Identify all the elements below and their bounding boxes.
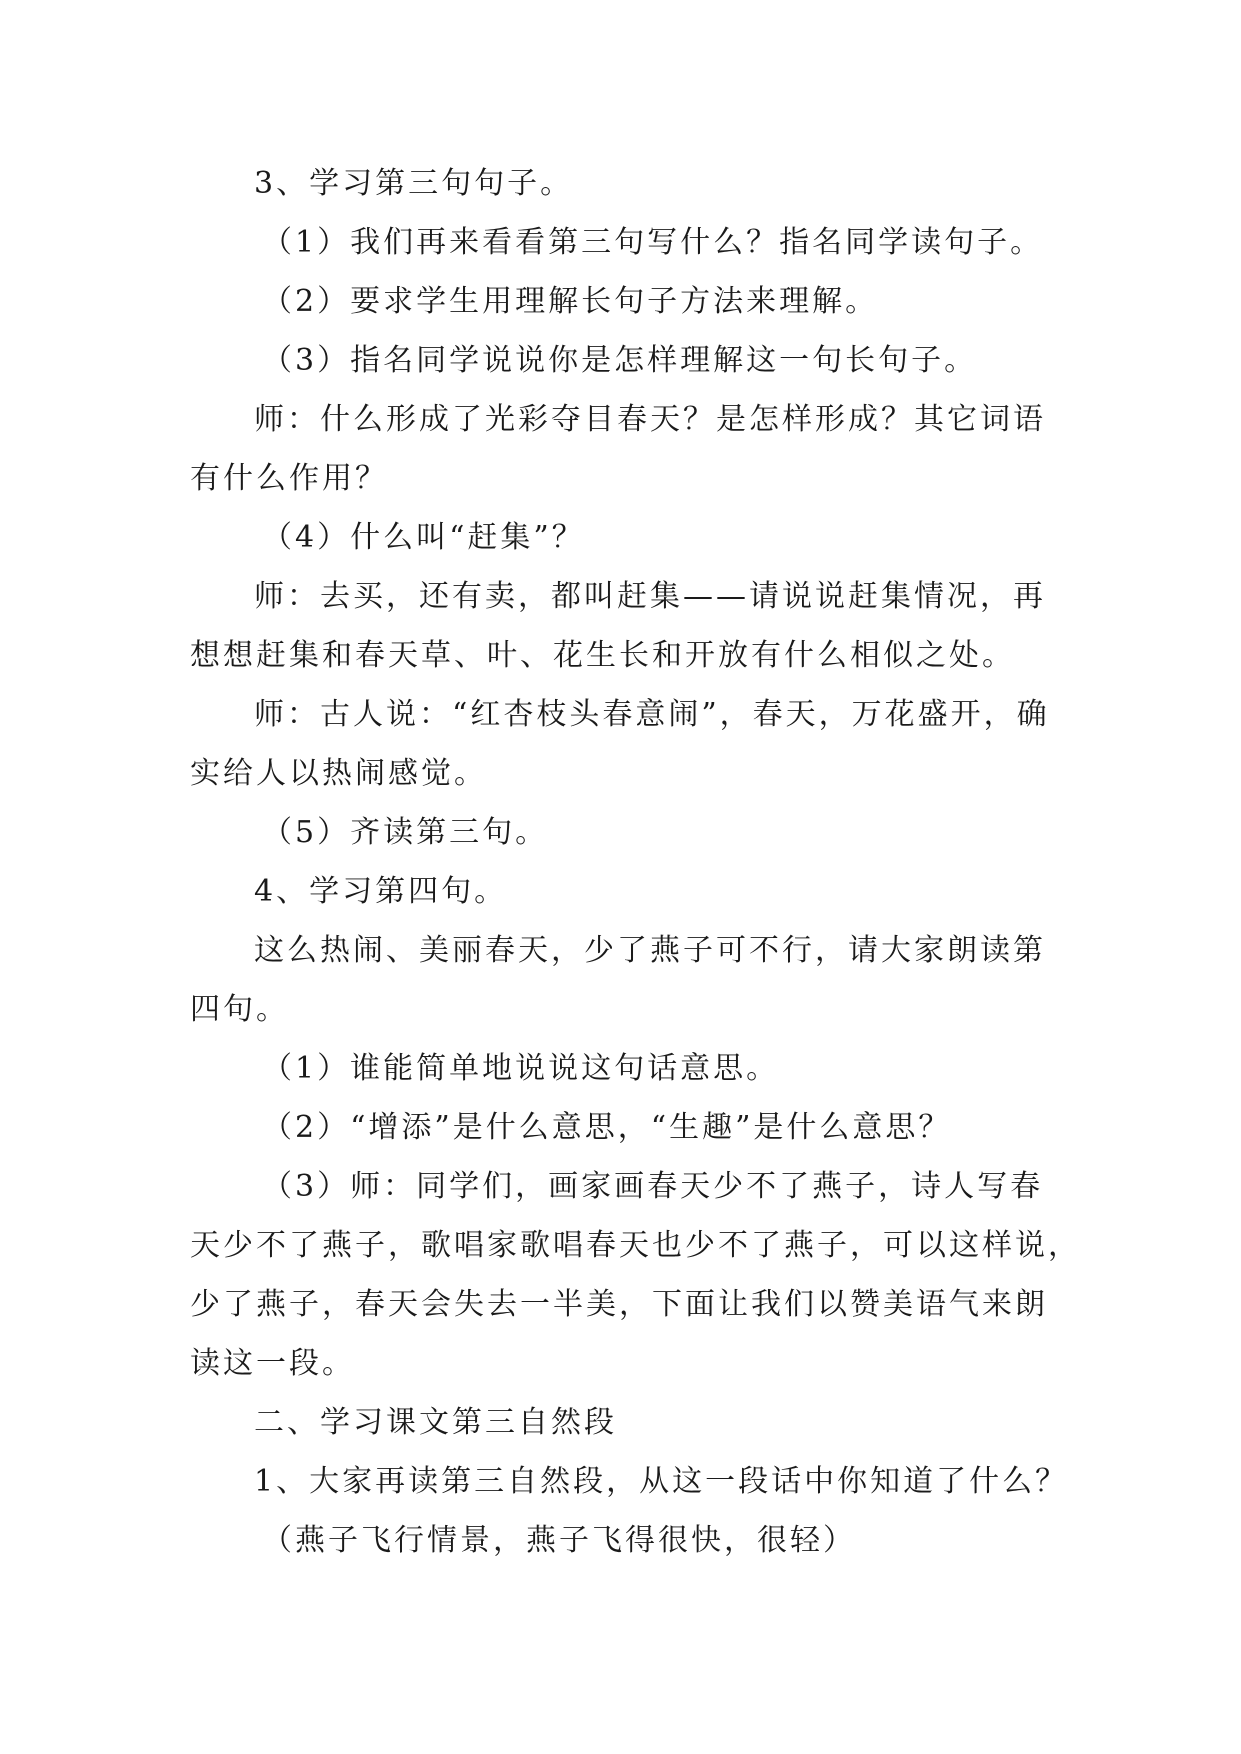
paragraph-line: （4）什么叫“赶集”？ xyxy=(262,520,585,555)
paragraph-line: 天少不了燕子，歌唱家歌唱春天也少不了燕子，可以这样说， xyxy=(190,1228,1081,1263)
paragraph-line: 四句。 xyxy=(190,992,289,1027)
paragraph-line: 4、学习第四句。 xyxy=(254,874,508,909)
document-body xyxy=(190,154,1081,1570)
paragraph-line: 师：去买，还有卖，都叫赶集——请说说赶集情况，再 xyxy=(254,579,1046,614)
paragraph-line: （1）谁能简单地说说这句话意思。 xyxy=(262,1051,780,1086)
paragraph-line: （燕子飞行情景，燕子飞得很快，很轻） xyxy=(262,1523,856,1558)
section-heading: 二、学习课文第三自然段 xyxy=(254,1405,617,1440)
paragraph-line: 1、大家再读第三自然段，从这一段话中你知道了什么？ xyxy=(254,1464,1069,1499)
paragraph-line: 师：古人说：“红杏枝头春意闹”，春天，万花盛开，确 xyxy=(254,697,1050,732)
paragraph-line: 师：什么形成了光彩夺目春天？是怎样形成？其它词语 xyxy=(254,402,1046,437)
paragraph-line: 少了燕子，春天会失去一半美，下面让我们以赞美语气来朗 xyxy=(190,1287,1048,1322)
paragraph-line: 读这一段。 xyxy=(190,1346,355,1381)
paragraph-line: 这么热闹、美丽春天，少了燕子可不行，请大家朗读第 xyxy=(254,933,1046,968)
paragraph-line: 实给人以热闹感觉。 xyxy=(190,756,487,791)
paragraph-line: （5）齐读第三句。 xyxy=(262,815,549,850)
paragraph-line: （2）“增添”是什么意思，“生趣”是什么意思？ xyxy=(262,1110,952,1145)
paragraph-line: （1）我们再来看看第三句写什么？指名同学读句子。 xyxy=(262,225,1044,260)
paragraph-line: 有什么作用？ xyxy=(190,461,388,496)
paragraph-line: （3）指名同学说说你是怎样理解这一句长句子。 xyxy=(262,343,978,378)
paragraph-line: （3）师：同学们，画家画春天少不了燕子，诗人写春 xyxy=(262,1169,1044,1204)
paragraph-line: 3、学习第三句句子。 xyxy=(254,166,574,201)
paragraph-line: 想想赶集和春天草、叶、花生长和开放有什么相似之处。 xyxy=(190,638,1015,673)
paragraph-line: （2）要求学生用理解长句子方法来理解。 xyxy=(262,284,879,319)
